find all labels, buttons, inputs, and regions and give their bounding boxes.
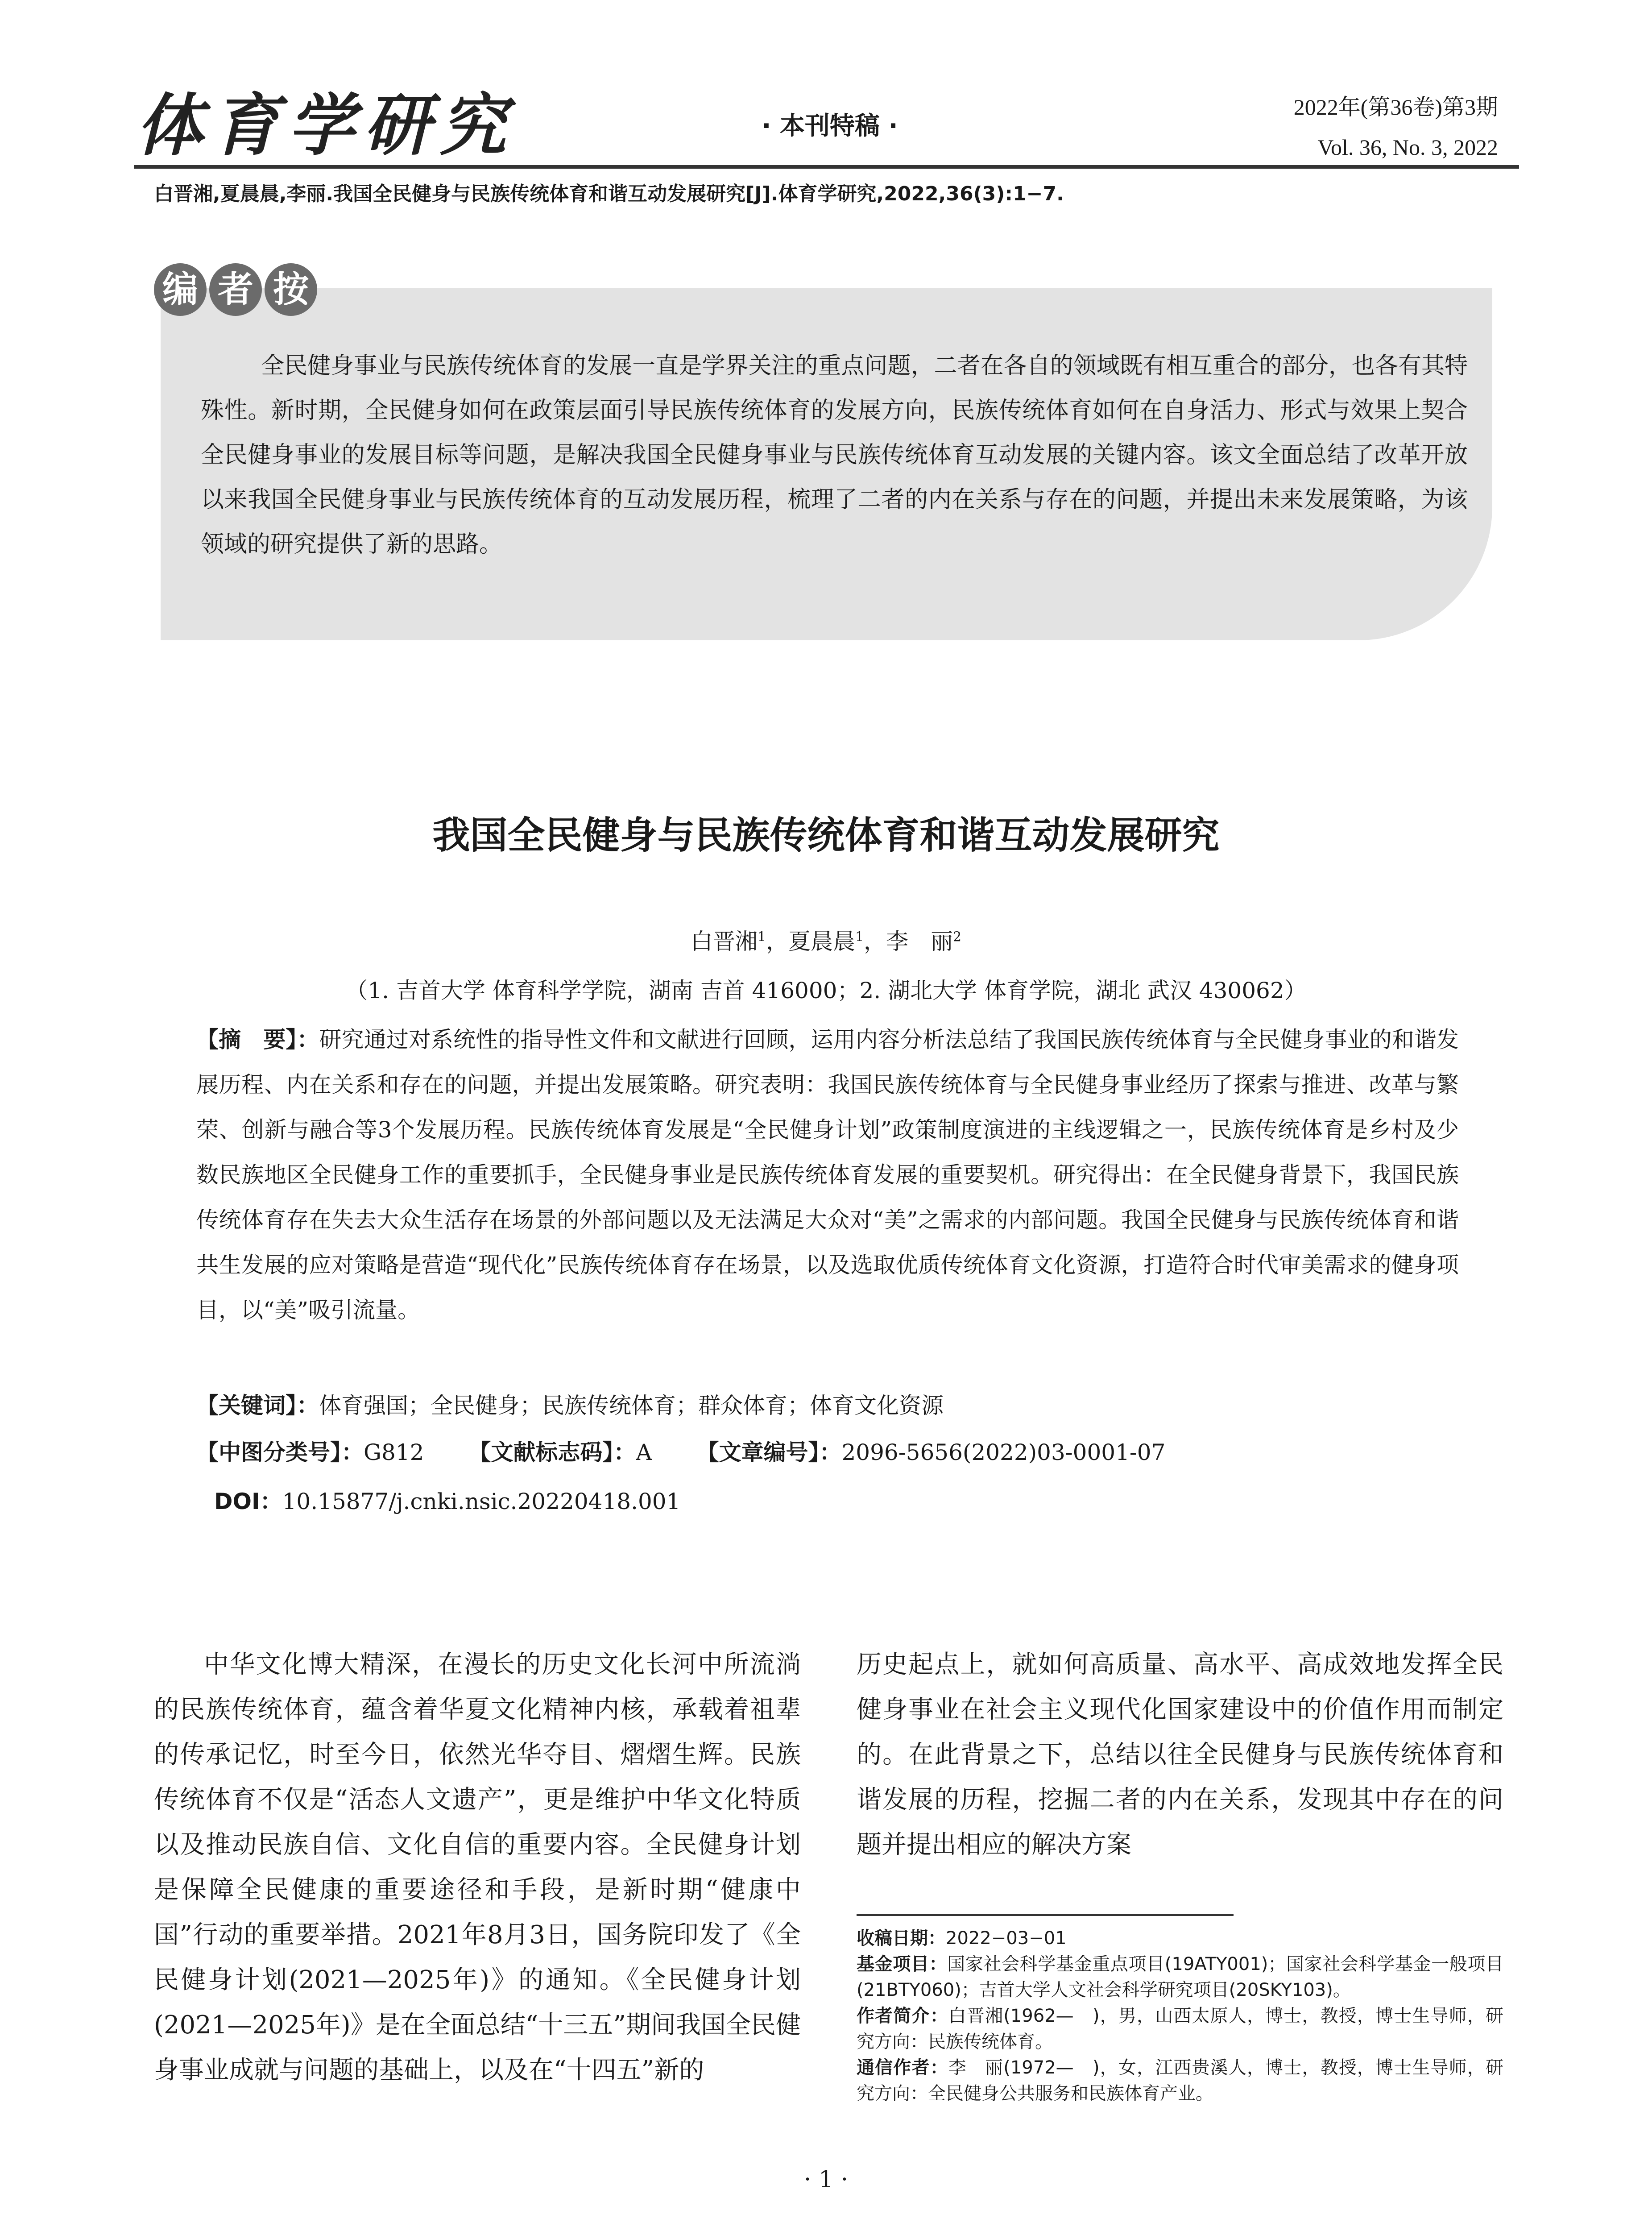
footnote-corresponding	[857, 2055, 1503, 2107]
received-label: 收稿日期：	[857, 1928, 946, 1949]
author-affil-mark: 2	[953, 929, 962, 945]
page-number: · 1 ·	[803, 2166, 849, 2193]
footnote-fund	[857, 1951, 1503, 2003]
author-affil-mark: 1	[757, 929, 766, 945]
corresponding-label: 通信作者：	[857, 2057, 948, 2078]
author-affil-mark: 1	[855, 929, 864, 945]
received-value: 2022−03−01	[946, 1928, 1067, 1949]
issue-info	[1294, 87, 1498, 167]
badge-char: 者	[209, 263, 262, 316]
keywords	[196, 1388, 944, 1420]
doi-label: DOI：	[214, 1489, 282, 1514]
author-name: 夏晨晨	[788, 929, 855, 954]
column-tag: · 本刊特稿 ·	[762, 112, 898, 141]
doc-code-value: A	[636, 1439, 652, 1465]
author-separator: ，	[766, 929, 788, 954]
article-title: 我国全民健身与民族传统体育和谐互动发展研究	[432, 813, 1220, 857]
corresponding-value: 李 丽(1972— )，女，江西贵溪人，博士，教授，博士生导师，研究方向：全民健身公共服务和民族体育产业。	[857, 2057, 1503, 2104]
issue-cn: 2022年(第36卷)第3期	[1293, 95, 1498, 120]
issue-en: Vol. 36, No. 3, 2022	[1317, 135, 1498, 160]
footnote-rule	[857, 1914, 1234, 1916]
keywords-text: 体育强国；全民健身；民族传统体育；群众体育；体育文化资源	[319, 1393, 944, 1418]
badge-char: 按	[265, 263, 317, 316]
header-rule	[134, 165, 1519, 169]
journal-logo: 体育学研究	[136, 86, 516, 165]
author-separator: ，	[864, 929, 886, 954]
article-no-label: 【文章编号】：	[696, 1439, 842, 1465]
fund-label: 基金项目：	[857, 1954, 948, 1974]
doi	[214, 1484, 680, 1516]
body-left-column: 中华文化博大精深，在漫长的历史文化长河中所流淌的民族传统体育，蕴含着华夏文化精神内核，承载着祖辈的传承记忆，时至今日，依然光华夺目、熠熠生辉。民族传统体育不仅是“活态人文遗产”，更是维护中华文化特质以及推动民族自信、文化自信的重要内容。全民健身计划是保障全民健康的重要途径和手段，是新时期“健康中国”行动的重要举措。2021年8月3日，国务院印发了《全民健身计划(2021—2025年)》的通知。《全民健身计划(2021—2025年)》是在全面总结“十三五”期间我国全民健身事业成就与问题的基础上，以及在“十四五”新的	[154, 1650, 801, 2085]
footnotes	[857, 1925, 1503, 2107]
fund-value: 国家社会科学基金重点项目(19ATY001)；国家社会科学基金一般项目(21BTY060)；吉首大学人文社会科学研究项目(20SKY103)。	[857, 1954, 1504, 2000]
editor-note-text: 全民健身事业与民族传统体育的发展一直是学界关注的重点问题，二者在各自的领域既有相互重合的部分，也各有其特殊性。新时期，全民健身如何在政策层面引导民族传统体育的发展方向，民族传统体育如何在自身活力、形式与效果上契合全民健身事业的发展目标等问题，是解决我国全民健身事业与民族传统体育互动发展的关键内容。该文全面总结了改革开放以来我国全民健身事业与民族传统体育的互动发展历程，梳理了二者的内在关系与存在的问题，并提出未来发展策略，为该领域的研究提供了新的思路。	[201, 352, 1468, 558]
body-right-column: 历史起点上，就如何高质量、高水平、高成效地发挥全民健身事业在社会主义现代化国家建设中的价值作用而制定的。在此背景之下，总结以往全民健身与民族传统体育和谐发展的历程，挖掘二者的内在关系，发现其中存在的问题并提出相应的解决方案	[857, 1650, 1503, 1859]
author-bio-value: 白晋湘(1962— )，男，山西太原人，博士，教授，博士生导师，研究方向：民族传统体育。	[857, 2006, 1503, 2052]
doi-value: 10.15877/j.cnki.nsic.20220418.001	[282, 1489, 681, 1514]
clc-value: G812	[364, 1439, 424, 1465]
abstract-text: 研究通过对系统性的指导性文件和文献进行回顾，运用内容分析法总结了我国民族传统体育与全民健身事业的和谐发展历程、内在关系和存在的问题，并提出发展策略。研究表明：我国民族传统体育与全民健身事业经历了探索与推进、改革与繁荣、创新与融合等3个发展历程。民族传统体育发展是“全民健身计划”政策制度演进的主线逻辑之一，民族传统体育是乡村及少数民族地区全民健身工作的重要抓手，全民健身事业是民族传统体育发展的重要契机。研究得出：在全民健身背景下，我国民族传统体育存在失去大众生活存在场景的外部问题以及无法满足大众对“美”之需求的内部问题。我国全民健身与民族传统体育和谐共生发展的应对策略是营造“现代化”民族传统体育存在场景，以及选取优质传统体育文化资源，打造符合时代审美需求的健身项目，以“美”吸引流量。	[196, 1027, 1459, 1323]
clc-label: 【中图分类号】：	[196, 1439, 364, 1465]
citation: 白晋湘,夏晨晨,李丽.我国全民健身与民族传统体育和谐互动发展研究[J].体育学研究,2022,36(3):1−7.	[154, 182, 1064, 205]
classification-line	[196, 1435, 1165, 1467]
author-name: 白晋湘	[690, 929, 758, 954]
author-bio-label: 作者简介：	[857, 2006, 948, 2026]
editor-note-badge	[154, 263, 317, 316]
abstract-label: 【摘 要】：	[196, 1027, 319, 1053]
footnote-received	[857, 1925, 1503, 1951]
article-no-value: 2096-5656(2022)03-0001-07	[841, 1439, 1166, 1465]
doc-code-label: 【文献标志码】：	[468, 1439, 636, 1465]
badge-char: 编	[154, 263, 207, 316]
authors	[0, 924, 1652, 956]
author-name: 李 丽	[886, 929, 953, 954]
keywords-label: 【关键词】：	[196, 1393, 319, 1418]
abstract	[196, 1017, 1459, 1333]
footnote-author	[857, 2003, 1503, 2055]
affiliation: （1. 吉首大学 体育科学学院，湖南 吉首 416000；2. 湖北大学 体育学院，湖北 武汉 430062）	[345, 978, 1307, 1004]
